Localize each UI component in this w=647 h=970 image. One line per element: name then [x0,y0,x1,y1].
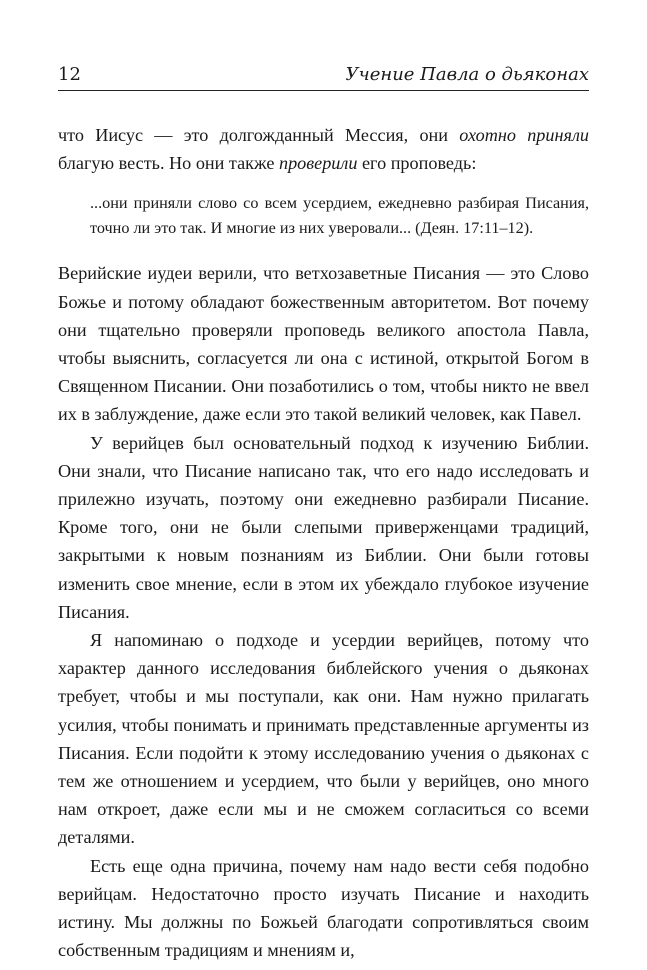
paragraph: Я напоминаю о подходе и усердии верийцев, потому что характер данного исследования библейского учения о дьяконах требует, чтобы и мы поступали, как они. Нам нужно прилагать усилия, чтобы понимать и принимать представленные аргументы из Писания. Если подойти к этому исследованию учения о дьяконах с тем же отношением и усердием, что были у верийцев, оно много нам откроет, даже если мы и не сможем согласиться со всеми деталями. [58,630,589,848]
running-title: Учение Павла о дьяконах [345,64,589,85]
running-header [58,62,589,91]
paragraph-continuation [58,121,589,177]
paragraph: Есть еще одна причина, почему нам надо вести себя подобно верийцам. Недостаточно просто изучать Писание и находить истину. Мы должны по Божьей благодати сопротивляться своим собственным традициям и мнениям и, [58,855,589,961]
body-text [58,121,589,964]
text-run: благую весть. Но они также [58,153,279,174]
emphasis: охотно приняли [459,125,590,145]
scripture-quote: ...они приняли слово со всем усердием, ежедневно разбирая Писания, точно ли это так. И многие из них уверовали... (Деян. 17:11–12). [90,194,589,238]
page-number: 12 [58,64,81,85]
paragraph: У верийцев был основательный подход к изучению Библии. Они знали, что Писание написано так, что его надо исследовать и прилежно изучать, поэтому они ежедневно разбирали Писание. Кроме того, они не были слепыми приверженцами традиций, закрытыми к новым познаниям из Библии. Они были готовы изменить свое мнение, если в этом их убеждало глубокое изучение Писания. [58,432,589,622]
emphasis: проверили [278,153,358,174]
text-run: его проповедь: [357,153,477,174]
text-run: что Иисус — это долгожданный Мессия, они [58,125,460,145]
paragraph: Верийские иудеи верили, что ветхозаветные Писания — это Слово Божье и потому обладают божественным авторитетом. Вот почему они тщательно проверяли проповедь великого апостола Павла, чтобы выяснить, согласуется ли она с истиной, открытой Богом в Священном Писании. Они позаботились о том, чтобы никто не ввел их в заблуждение, даже если это такой великий человек, как Павел. [58,263,589,425]
